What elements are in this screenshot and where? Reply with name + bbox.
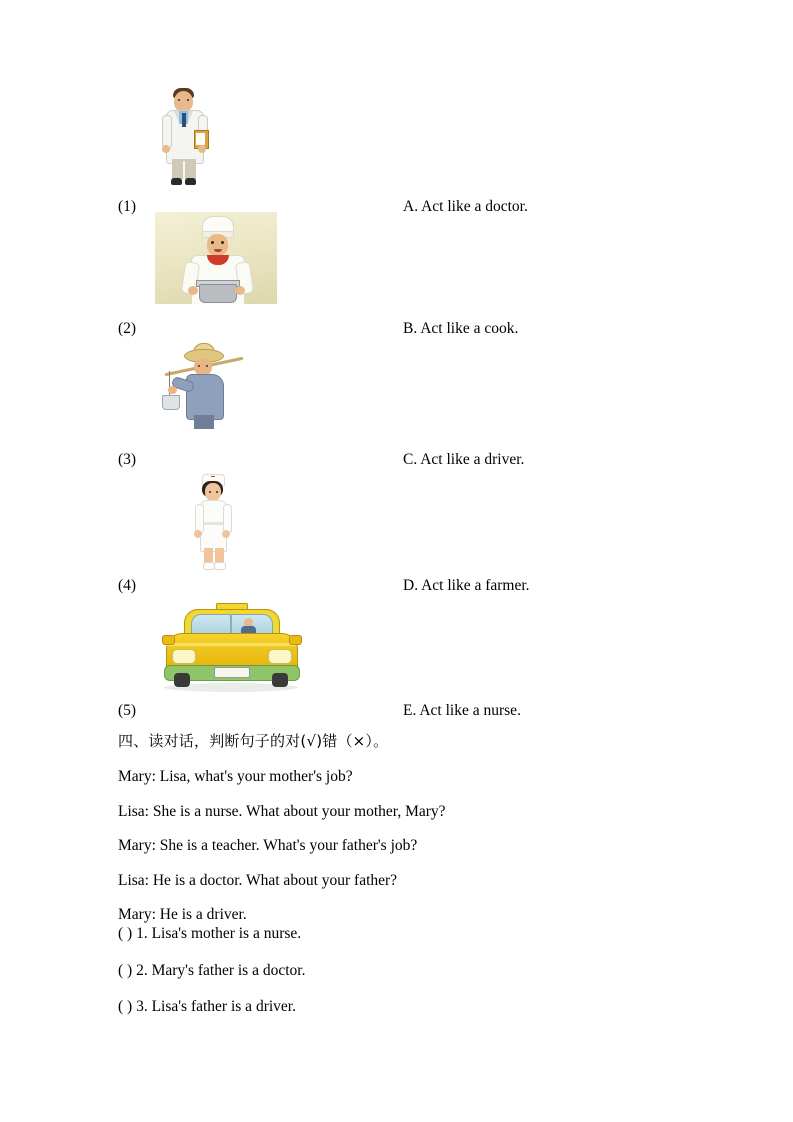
dialogue-line: Mary: Lisa, what's your mother's job? bbox=[118, 768, 353, 785]
match-row bbox=[118, 85, 678, 215]
item-number-3: (3) bbox=[118, 451, 137, 468]
farmer-bucket bbox=[162, 395, 180, 410]
taxi-hood-stripe bbox=[166, 643, 296, 646]
doctor-collar-right bbox=[188, 111, 193, 122]
truefalse-item[interactable]: ( ) 3. Lisa's father is a driver. bbox=[118, 998, 296, 1016]
taxi-wheel-right bbox=[272, 673, 288, 687]
doctor-head bbox=[174, 91, 193, 112]
taxi-mirror-right bbox=[289, 635, 302, 645]
option-c[interactable]: C. Act like a driver. bbox=[403, 451, 525, 468]
option-e[interactable]: E. Act like a nurse. bbox=[403, 702, 521, 719]
nurse-cap-cross bbox=[211, 476, 215, 477]
nurse-shoe-right bbox=[214, 562, 226, 570]
option-a[interactable]: A. Act like a doctor. bbox=[403, 198, 528, 215]
option-d[interactable]: D. Act like a farmer. bbox=[403, 577, 530, 594]
farmer-hand bbox=[168, 386, 177, 394]
doctor-eye-right bbox=[187, 99, 189, 101]
item-number-1: (1) bbox=[118, 198, 137, 215]
picture-cell bbox=[155, 212, 277, 304]
nurse-illustration bbox=[190, 472, 234, 572]
picture-cell bbox=[158, 603, 304, 698]
taxi-mirror-left bbox=[162, 635, 175, 645]
dialogue-line: Mary: He is a driver. bbox=[118, 906, 247, 924]
item-number-2: (2) bbox=[118, 320, 137, 337]
nurse-hand-right bbox=[222, 530, 230, 538]
doctor-illustration bbox=[158, 85, 210, 190]
doctor-arm-left bbox=[162, 115, 172, 149]
match-row bbox=[118, 333, 678, 468]
picture-cell bbox=[190, 472, 234, 572]
nurse-eye-left bbox=[209, 491, 211, 493]
cook-pot bbox=[199, 284, 237, 303]
nurse-head bbox=[205, 483, 221, 501]
taxi-license-plate bbox=[214, 667, 250, 678]
item-number-4: (4) bbox=[118, 577, 137, 594]
section-heading: 四、读对话，判断句子的对(√)错（×）。 bbox=[118, 732, 389, 750]
cook-hand-right bbox=[235, 286, 245, 295]
farmer-eye-right bbox=[206, 365, 208, 367]
doctor-shoe-left bbox=[171, 178, 182, 185]
doctor-collar-left bbox=[174, 111, 179, 122]
farmer-illustration bbox=[160, 341, 248, 433]
match-row bbox=[118, 460, 678, 594]
item-number-5: (5) bbox=[118, 702, 137, 719]
truefalse-item[interactable]: ( ) 1. Lisa's mother is a nurse. bbox=[118, 925, 302, 942]
match-row bbox=[118, 208, 678, 337]
doctor-shoe-right bbox=[185, 178, 196, 185]
truefalse-block bbox=[118, 925, 718, 1035]
cook-hand-left bbox=[188, 286, 198, 295]
cook-head bbox=[207, 234, 228, 256]
cook-eye-left bbox=[211, 241, 214, 244]
cook-illustration bbox=[155, 212, 277, 304]
match-row bbox=[118, 585, 678, 719]
taxi-wheel-left bbox=[174, 673, 190, 687]
dialogue-line: Lisa: She is a nurse. What about your mother, Mary? bbox=[118, 802, 446, 820]
taxi-headlight-left bbox=[172, 649, 196, 664]
doctor-clipboard-paper bbox=[196, 133, 205, 145]
taxi-headlight-right bbox=[268, 649, 292, 664]
option-b[interactable]: B. Act like a cook. bbox=[403, 320, 519, 337]
dialogue-line: Lisa: He is a doctor. What about your father? bbox=[118, 871, 398, 889]
matching-exercise bbox=[118, 85, 678, 719]
dialogue-line: Mary: She is a teacher. What's your father's job? bbox=[118, 837, 418, 855]
picture-cell bbox=[160, 341, 248, 433]
taxi-illustration bbox=[158, 603, 304, 698]
nurse-eye-right bbox=[216, 491, 218, 493]
nurse-hand-left bbox=[194, 530, 202, 538]
dialogue-block bbox=[118, 768, 718, 941]
picture-cell bbox=[158, 85, 210, 190]
cook-eye-right bbox=[221, 241, 224, 244]
doctor-eye-left bbox=[178, 99, 180, 101]
doctor-hand-left bbox=[162, 145, 170, 153]
farmer-legs bbox=[194, 415, 214, 429]
doctor-leg-gap bbox=[183, 161, 185, 179]
truefalse-item[interactable]: ( ) 2. Mary's father is a doctor. bbox=[118, 961, 306, 979]
doctor-tie bbox=[182, 113, 186, 127]
farmer-eye-left bbox=[198, 365, 200, 367]
doctor-hand-right bbox=[198, 145, 206, 153]
